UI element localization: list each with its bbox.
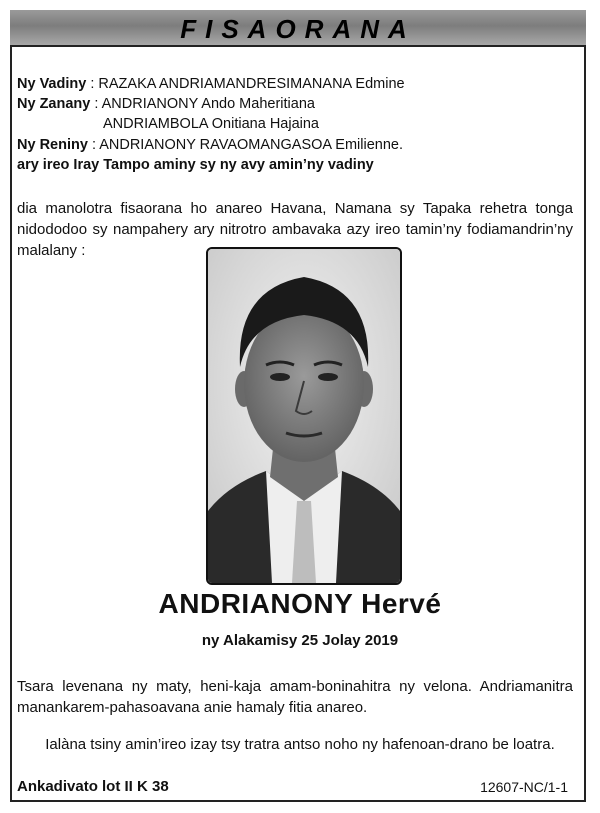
deceased-name: ANDRIANONY Hervé xyxy=(158,588,442,619)
address: Ankadivato lot II K 38 xyxy=(17,778,169,795)
family-name: ANDRIAMBOLA Onitiana Hajaina xyxy=(103,116,319,132)
family-line-mother xyxy=(17,135,403,155)
family-closing: ary ireo Iray Tampo aminy sy ny avy amin’ny vadiny xyxy=(17,157,374,173)
family-line-children xyxy=(17,94,315,114)
reference-code: 12607-NC/1-1 xyxy=(480,779,568,795)
family-separator: : xyxy=(87,137,100,153)
intro-paragraph: dia manolotra fisaorana ho anareo Havana, Namana sy Tapaka rehetra tonga nidododoo sy nampahery ary nitrotro ambavaka azy ireo tamin’ny fodiamandrin’ny malalany : xyxy=(17,200,573,259)
family-line-children-2 xyxy=(103,114,319,134)
header-bar xyxy=(10,10,586,47)
family-label: Ny Zanany xyxy=(17,96,91,112)
family-separator: : xyxy=(86,76,99,92)
family-name: ANDRIANONY RAVAOMANGASOA Emilienne. xyxy=(99,137,403,153)
family-name: RAZAKA ANDRIAMANDRESIMANANA Edmine xyxy=(98,76,405,92)
family-separator: : xyxy=(90,96,102,112)
death-date: ny Alakamisy 25 Jolay 2019 xyxy=(201,632,399,649)
portrait-illustration xyxy=(208,249,400,583)
family-line-spouse xyxy=(17,74,405,94)
deceased-photo xyxy=(206,247,402,585)
family-label: Ny Vadiny xyxy=(17,76,87,92)
family-label: Ny Reniny xyxy=(17,137,88,153)
notice-title: FISAORANA xyxy=(180,14,416,44)
message-paragraph: Tsara levenana ny maty, heni-kaja amam-boninahitra ny velona. Andriamanitra manankarem-pahasoavana anie hamaly fitia anareo. xyxy=(17,678,573,716)
family-name: ANDRIANONY Ando Maheritiana xyxy=(101,96,315,112)
apology-text: Ialàna tsiny amin’ireo izay tsy tratra antso noho ny hafenoan-drano be loatra. xyxy=(45,736,555,753)
